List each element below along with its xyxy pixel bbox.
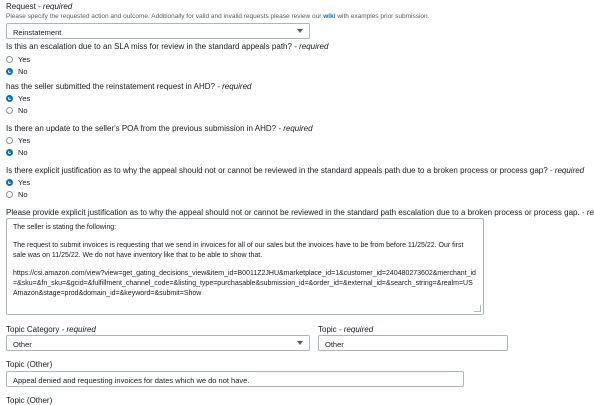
required-marker: - required (291, 42, 329, 51)
required-marker: - required (59, 325, 96, 334)
question-poa-update-label (6, 124, 313, 133)
radio-button[interactable] (6, 191, 13, 198)
required-marker: - re (579, 208, 594, 217)
question-justification-options (6, 176, 30, 200)
topic-other-2-label (6, 396, 52, 405)
topic-other-label (6, 360, 52, 369)
topic-category-select[interactable] (6, 335, 310, 351)
question-sla-miss-label (6, 42, 328, 51)
radio-label: Yes (18, 93, 31, 103)
question-text: Is there an update to the seller's POA from the previous submission in AHD? (6, 124, 277, 133)
request-select-value: Reinstatement (13, 28, 62, 37)
required-marker: - required (276, 124, 313, 133)
topic-other-label-text: Topic (Other) (6, 360, 53, 369)
topic-other-input[interactable] (6, 371, 464, 387)
radio-label: Yes (18, 177, 31, 187)
request-hint-text: Please specify the requested action and outcome. Additionally for valid and invalid requests please review our (6, 13, 324, 20)
required-marker: - required (336, 325, 374, 334)
resize-handle-icon[interactable] (474, 305, 481, 312)
radio-button[interactable] (6, 107, 13, 114)
radio-option-no[interactable] (6, 188, 30, 200)
required-marker: - required (35, 2, 73, 11)
question-ahd-submitted-options (6, 92, 30, 116)
question-justification-label (6, 166, 584, 175)
radio-option-yes[interactable] (6, 176, 30, 188)
request-label-text: Request (6, 2, 36, 11)
radio-button-selected[interactable] (6, 149, 13, 156)
radio-label: Yes (18, 135, 31, 145)
radio-label: No (18, 189, 28, 199)
radio-option-no[interactable] (6, 146, 30, 158)
question-text: Is this an escalation due to an SLA miss for review in the standard appeals path? (6, 42, 292, 51)
radio-option-yes[interactable] (6, 53, 30, 65)
justification-label-text: Please provide explicit justification as to why the appeal should not or cannot be reviewed in the standard path escalation due to a broken process or process gap. (6, 208, 580, 217)
chevron-down-icon (297, 29, 303, 33)
topic-other-value: Appeal denied and requesting invoices for dates which we do not have. (13, 376, 250, 385)
textarea-line: The seller is stating the following: (13, 224, 117, 231)
justification-label (6, 208, 594, 217)
required-marker: - required (547, 166, 585, 175)
radio-label: Yes (18, 54, 31, 64)
radio-option-no[interactable] (6, 65, 30, 77)
question-text: Is there explicit justification as to why the appeal should not or cannot be reviewed in the standard appeals path due to a broken process or process gap? (6, 166, 548, 175)
request-hint-text-after: with examples prior submission. (335, 13, 430, 20)
radio-button-selected[interactable] (6, 179, 13, 186)
topic-other-2-label-text: Topic (Other) (6, 396, 53, 405)
chevron-down-icon (297, 341, 303, 345)
question-poa-update-options (6, 134, 30, 158)
topic-value: Other (325, 340, 344, 349)
topic-label (318, 325, 373, 334)
radio-option-yes[interactable] (6, 134, 30, 146)
radio-button-selected[interactable] (6, 95, 13, 102)
topic-category-label-text: Topic Category (6, 325, 60, 334)
textarea-paragraph: The request to submit invoices is requesting that we send in invoices for all of our sales but the invoices have to be from before 11/25/22. Our first sale was on 11/25/22. We do not have inventory like that to be able to show that. (13, 242, 464, 259)
topic-category-value: Other (13, 340, 32, 349)
request-label (6, 2, 72, 11)
topic-label-text: Topic (318, 325, 337, 334)
radio-option-yes[interactable] (6, 92, 30, 104)
request-hint (6, 13, 429, 20)
justification-textarea[interactable] (6, 218, 484, 315)
question-text: has the seller submitted the reinstatement request in AHD? (6, 82, 215, 91)
textarea-url: https://csi.amazon.com/view?view=get_gating_decisions_view&item_id=B0011Z2JHU&marketplace_id=1&customer_id=240480273602&merchant_id=&sku=&fn_sku=&gcid=&fulfillment_channel_code=&listing_type=purchasable&submission_id=&order_id=&external_id=&search_string=&realm=USAmazon&stage=prod&domain_id=&keyword=&submit=Show (13, 270, 476, 297)
radio-button-selected[interactable] (6, 68, 13, 75)
required-marker: - required (215, 82, 252, 91)
wiki-link[interactable]: wiki (323, 13, 336, 20)
radio-button[interactable] (6, 137, 13, 144)
topic-category-label (6, 325, 96, 334)
radio-button[interactable] (6, 56, 13, 63)
topic-select[interactable] (318, 335, 508, 351)
radio-label: No (18, 66, 28, 76)
radio-label: No (18, 147, 28, 157)
question-sla-miss-options (6, 53, 30, 77)
request-select[interactable] (6, 23, 310, 39)
radio-label: No (18, 105, 28, 115)
radio-option-no[interactable] (6, 104, 30, 116)
question-ahd-submitted-label (6, 82, 251, 91)
